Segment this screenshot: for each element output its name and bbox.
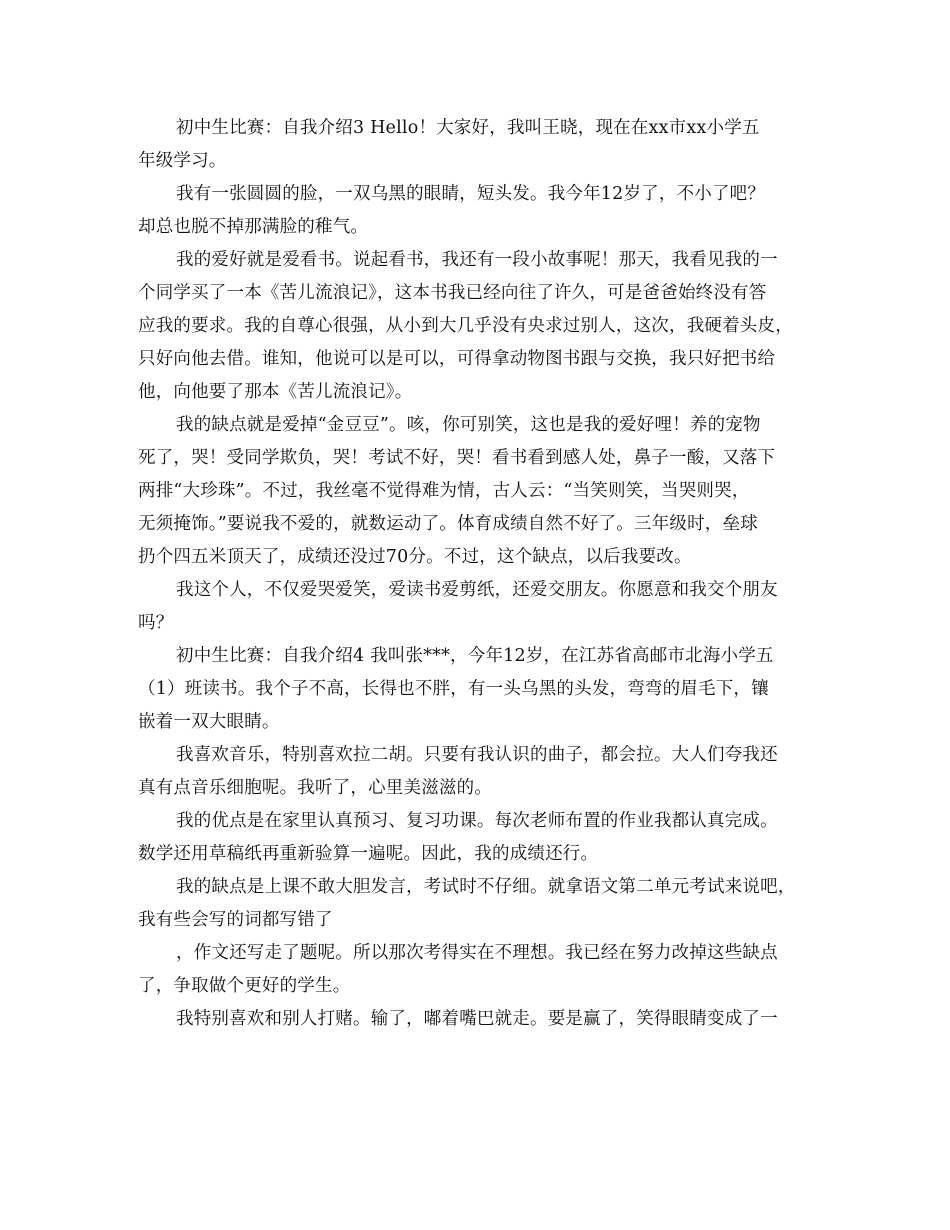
text-line: 吗？ (138, 613, 174, 633)
text-line: 我的缺点是上课不敢大胆发言，考试时不仔细。就拿语文第二单元考试来说吧， (176, 877, 796, 897)
text-line: 死了，哭！受同学欺负，哭！考试不好，哭！看书看到感人处，鼻子一酸，又落下 (138, 448, 776, 468)
text-line: 真有点音乐细胞呢。我听了，心里美滋滋的。 (138, 778, 492, 798)
text-line: ，作文还写走了题呢。所以那次考得实在不理想。我已经在努力改掉这些缺点 (176, 943, 778, 963)
document-body (138, 112, 828, 1036)
text-line: 嵌着一双大眼睛。 (138, 712, 280, 732)
text-line: 应我的要求。我的自尊心很强，从小到大几乎没有央求过别人，这次，我硬着头皮， (138, 316, 793, 336)
text-line: 我喜欢音乐，特别喜欢拉二胡。只要有我认识的曲子，都会拉。大人们夸我还 (176, 745, 778, 765)
text-line: 无须掩饰。”要说我不爱的，就数运动了。体育成绩自然不好了。三年级时，垒球 (138, 514, 758, 534)
text-line: 了，争取做个更好的学生。 (138, 976, 351, 996)
text-line: 我有一张圆圆的脸，一双乌黑的眼睛，短头发。我今年12岁了，不小了吧？ (176, 184, 766, 204)
text-line: 却总也脱不掉那满脸的稚气。 (138, 217, 369, 237)
text-line: 我这个人，不仅爱哭爱笑，爱读书爱剪纸，还爱交朋友。你愿意和我交个朋友 (176, 580, 778, 600)
text-line: 我的爱好就是爱看书。说起看书，我还有一段小故事呢！那天，我看见我的一 (176, 250, 778, 270)
text-line: 初中生比赛：自我介绍4 我叫张***，今年12岁，在江苏省高邮市北海小学五 (176, 646, 774, 666)
text-line: 个同学买了一本《苦儿流浪记》，这本书我已经向往了许久，可是爸爸始终没有答 (138, 283, 767, 303)
text-line: 数学还用草稿纸再重新验算一遍呢。因此，我的成绩还行。 (138, 844, 599, 864)
text-line: 只好向他去借。谁知，他说可以是可以，可得拿动物图书跟与交换，我只好把书给 (138, 349, 776, 369)
text-line: 两排“大珍珠”。不过，我丝毫不觉得难为情，古人云：“当笑则笑，当哭则哭， (138, 481, 750, 501)
text-line: 我特别喜欢和别人打赌。输了，嘟着嘴巴就走。要是赢了，笑得眼睛变成了一 (176, 1009, 778, 1029)
text-line: （1）班读书。我个子不高，长得也不胖，有一头乌黑的头发，弯弯的眉毛下，镶 (138, 679, 769, 699)
text-line: 我的缺点就是爱掉“金豆豆”。咳，你可别笑，这也是我的爱好哩！养的宠物 (176, 415, 761, 435)
text-line: 我有些会写的词都写错了 (138, 910, 333, 930)
text-line: 我的优点是在家里认真预习、复习功课。每次老师布置的作业我都认真完成。 (176, 811, 778, 831)
text-line: 扔个四五米顶天了，成绩还没过70分。不过，这个缺点，以后我要改。 (138, 547, 692, 567)
text-line: 他，向他要了那本《苦儿流浪记》。 (138, 382, 413, 402)
text-line: 年级学习。 (138, 151, 227, 171)
text-line: 初中生比赛：自我介绍3 Hello！大家好，我叫王晓，现在在xx市xx小学五 (176, 118, 760, 138)
